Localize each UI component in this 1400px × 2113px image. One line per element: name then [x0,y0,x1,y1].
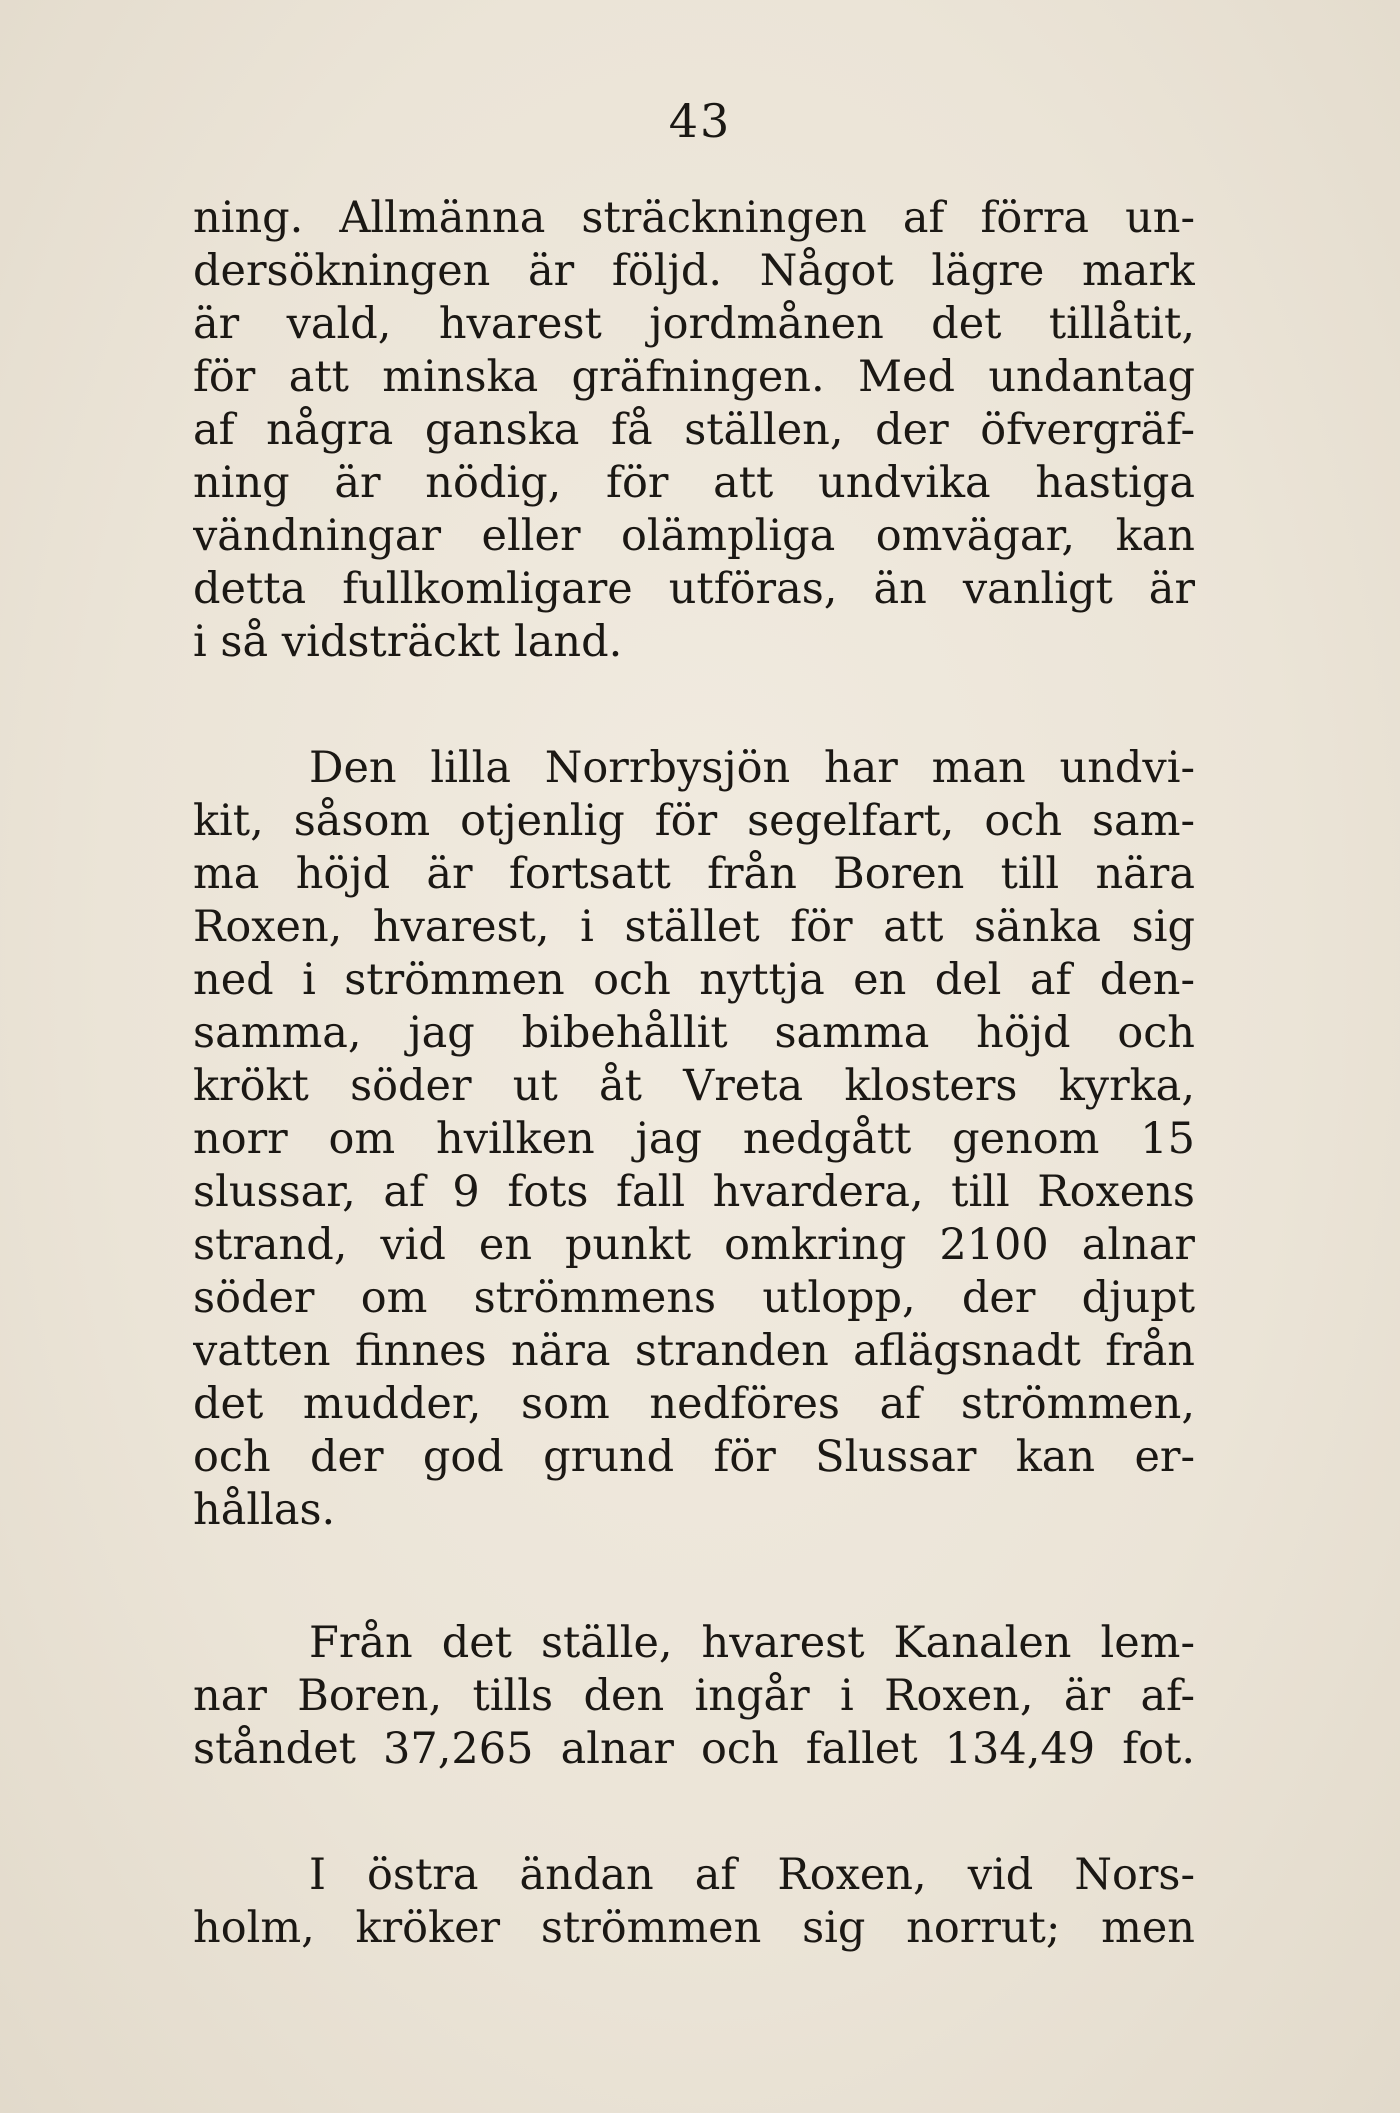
text-line: I östra ändan af Roxen, vid Nors- [309,1850,1195,1900]
text-line: detta fullkomligare utföras, än vanligt är [193,564,1195,614]
text-line: Roxen, hvarest, i stället för att sänka sig [193,902,1195,952]
page-number: 43 [668,94,732,148]
paragraph-4 [193,1849,1195,1955]
body-text [193,192,1195,1955]
text-line: hållas. [193,1485,336,1535]
text-line: norr om hvilken jag nedgått genom 15 [193,1114,1195,1164]
text-line: för att minska gräfningen. Med undantag [193,352,1195,402]
paragraph-2 [193,742,1195,1537]
text-line: det mudder, som nedföres af strömmen, [193,1379,1195,1429]
text-line: ma höjd är fortsatt från Boren till nära [193,849,1195,899]
text-line: slussar, af 9 fots fall hvardera, till Roxens [193,1167,1195,1217]
paragraph-1 [193,192,1195,669]
text-line: krökt söder ut åt Vreta klosters kyrka, [193,1061,1195,1111]
text-line: Från det ställe, hvarest Kanalen lem- [309,1618,1195,1668]
text-line: dersökningen är följd. Något lägre mark [193,246,1195,296]
text-line: ning. Allmänna sträckningen af förra un- [193,193,1195,243]
text-line: strand, vid en punkt omkring 2100 alnar [193,1220,1195,1270]
text-line: samma, jag bibehållit samma höjd och [193,1008,1195,1058]
text-line: holm, kröker strömmen sig norrut; men [193,1903,1195,1953]
text-line: i så vidsträckt land. [193,617,623,667]
text-line: ning är nödig, för att undvika hastiga [193,458,1195,508]
text-line: är vald, hvarest jordmånen det tillåtit, [193,299,1195,349]
text-line: och der god grund för Slussar kan er- [193,1432,1195,1482]
text-line: nar Boren, tills den ingår i Roxen, är af- [193,1671,1195,1721]
text-line: vatten finnes nära stranden aflägsnadt från [193,1326,1195,1376]
text-line: kit, såsom otjenlig för segelfart, och sam- [193,796,1195,846]
text-line: af några ganska få ställen, der öfvergräf- [193,405,1195,455]
text-line: ståndet 37,265 alnar och fallet 134,49 fot. [193,1724,1195,1774]
text-line: ned i strömmen och nyttja en del af den- [193,955,1195,1005]
text-line: söder om strömmens utlopp, der djupt [193,1273,1195,1323]
paragraph-3 [193,1617,1195,1776]
text-line: vändningar eller olämpliga omvägar, kan [193,511,1195,561]
text-line: Den lilla Norrbysjön har man undvi- [309,743,1195,793]
